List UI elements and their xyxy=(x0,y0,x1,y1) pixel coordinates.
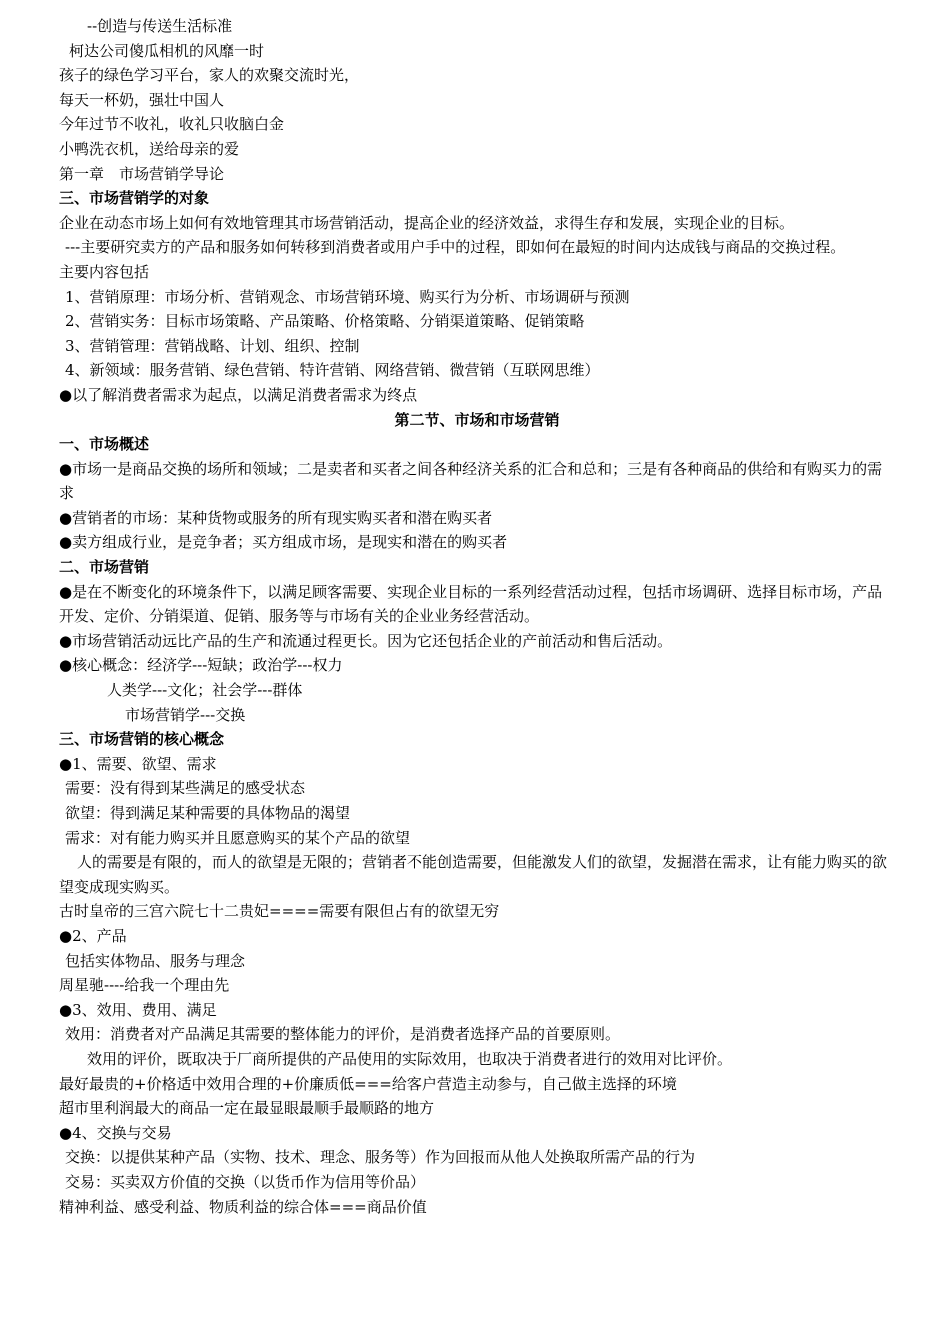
text-line: ●是在不断变化的环境条件下，以满足顾客需要、实现企业目标的一系列经营活动过程，包括市场调研、选择目标市场，产品开发、定价、分销渠道、促销、服务等与市场有关的企业业务经营活动。 xyxy=(59,582,883,626)
text-line: --创造与传送生活标准 xyxy=(87,17,233,35)
text-line: ●卖方组成行业，是竞争者；买方组成市场，是现实和潜在的购买者 xyxy=(59,533,508,552)
text-line: 交换：以提供某种产品（实物、技术、理念、服务等）作为回报而从他人处换取所需产品的行为 xyxy=(65,1148,696,1167)
text-line: 效用的评价，既取决于厂商所提供的产品使用的实际效用，也取决于消费者进行的效用对比评价。 xyxy=(87,1049,733,1068)
text-line: 古时皇帝的三宫六院七十二贵妃====需要有限但占有的欲望无穷 xyxy=(59,902,500,921)
text-line: 小鸭洗衣机，送给母亲的爱 xyxy=(59,139,240,158)
text-line: 市场营销学---交换 xyxy=(125,705,246,724)
text-line: 包括实体物品、服务与理念 xyxy=(65,951,246,970)
text-line: ●市场一是商品交换的场所和领域；二是卖者和买者之间各种经济关系的汇合和总和；三是有各种商品的供给和有购买力的需求 xyxy=(59,459,883,503)
text-line: 需求：对有能力购买并且愿意购买的某个产品的欲望 xyxy=(65,828,411,847)
text-line: ●市场营销活动远比产品的生产和流通过程更长。因为它还包括企业的产前活动和售后活动。 xyxy=(59,631,673,650)
text-line: ●4、交换与交易 xyxy=(59,1123,172,1142)
document-page xyxy=(59,14,895,1219)
text-line: 今年过节不收礼，收礼只收脑白金 xyxy=(59,115,285,134)
text-line: 第一章 市场营销学导论 xyxy=(59,164,225,183)
text-line: 三、市场营销的核心概念 xyxy=(59,730,225,749)
text-line: ●1、需要、欲望、需求 xyxy=(59,754,217,773)
text-line: 精神利益、感受利益、物质利益的综合体===商品价值 xyxy=(59,1197,427,1216)
text-line: ●以了解消费者需求为起点，以满足消费者需求为终点 xyxy=(59,385,418,404)
text-line: 孩子的绿色学习平台，家人的欢聚交流时光， xyxy=(59,66,360,85)
text-line: 4、新领域：服务营销、绿色营销、特许营销、网络营销、微营销（互联网思维） xyxy=(65,361,600,380)
text-line: 2、营销实务：目标市场策略、产品策略、价格策略、分销渠道策略、促销策略 xyxy=(65,312,585,331)
text-line: 周星驰----给我一个理由先 xyxy=(59,976,230,995)
text-line: 一、市场概述 xyxy=(59,435,150,454)
text-line: 主要内容包括 xyxy=(59,262,150,281)
text-line: 3、营销管理：营销战略、计划、组织、控制 xyxy=(65,336,360,355)
text-line: ●3、效用、费用、满足 xyxy=(59,1000,217,1019)
text-line: 人的需要是有限的，而人的欲望是无限的；营销者不能创造需要，但能激发人们的欲望，发掘潜在需求，让有能力购买的欲望变成现实购买。 xyxy=(59,853,888,896)
text-line: ●营销者的市场：某种货物或服务的所有现实购买者和潜在购买者 xyxy=(59,508,493,527)
text-line: 柯达公司傻瓜相机的风靡一时 xyxy=(69,41,265,60)
text-line: 欲望：得到满足某种需要的具体物品的渴望 xyxy=(65,804,351,822)
text-line: 企业在动态市场上如何有效地管理其市场营销活动，提高企业的经济效益，求得生存和发展，实现企业的目标。 xyxy=(59,213,795,232)
text-line: ●2、产品 xyxy=(59,926,127,945)
text-line: 需要：没有得到某些满足的感受状态 xyxy=(65,779,306,798)
text-line: 二、市场营销 xyxy=(59,558,150,577)
text-line: 交易：买卖双方价值的交换（以货币作为信用等价品） xyxy=(65,1172,426,1191)
text-line: 最好最贵的+价格适中效用合理的+价廉质低===给客户营造主动参与，自己做主选择的环境 xyxy=(59,1074,677,1093)
text-line: 每天一杯奶，强壮中国人 xyxy=(59,90,225,109)
text-line: ●核心概念：经济学---短缺；政治学---权力 xyxy=(59,656,343,675)
text-line: 1、营销原理：市场分析、营销观念、市场营销环境、购买行为分析、市场调研与预测 xyxy=(65,287,630,306)
text-line: 超市里利润最大的商品一定在最显眼最顺手最顺路的地方 xyxy=(59,1099,435,1118)
text-line: 人类学---文化；社会学---群体 xyxy=(107,681,303,700)
text-line: ---主要研究卖方的产品和服务如何转移到消费者或用户手中的过程，即如何在最短的时间内达成钱与商品的交换过程。 xyxy=(65,238,846,257)
text-line: 效用：消费者对产品满足其需要的整体能力的评价，是消费者选择产品的首要原则。 xyxy=(65,1025,621,1044)
text-line: 三、市场营销学的对象 xyxy=(59,189,210,208)
text-line: 第二节、市场和市场营销 xyxy=(394,410,560,429)
